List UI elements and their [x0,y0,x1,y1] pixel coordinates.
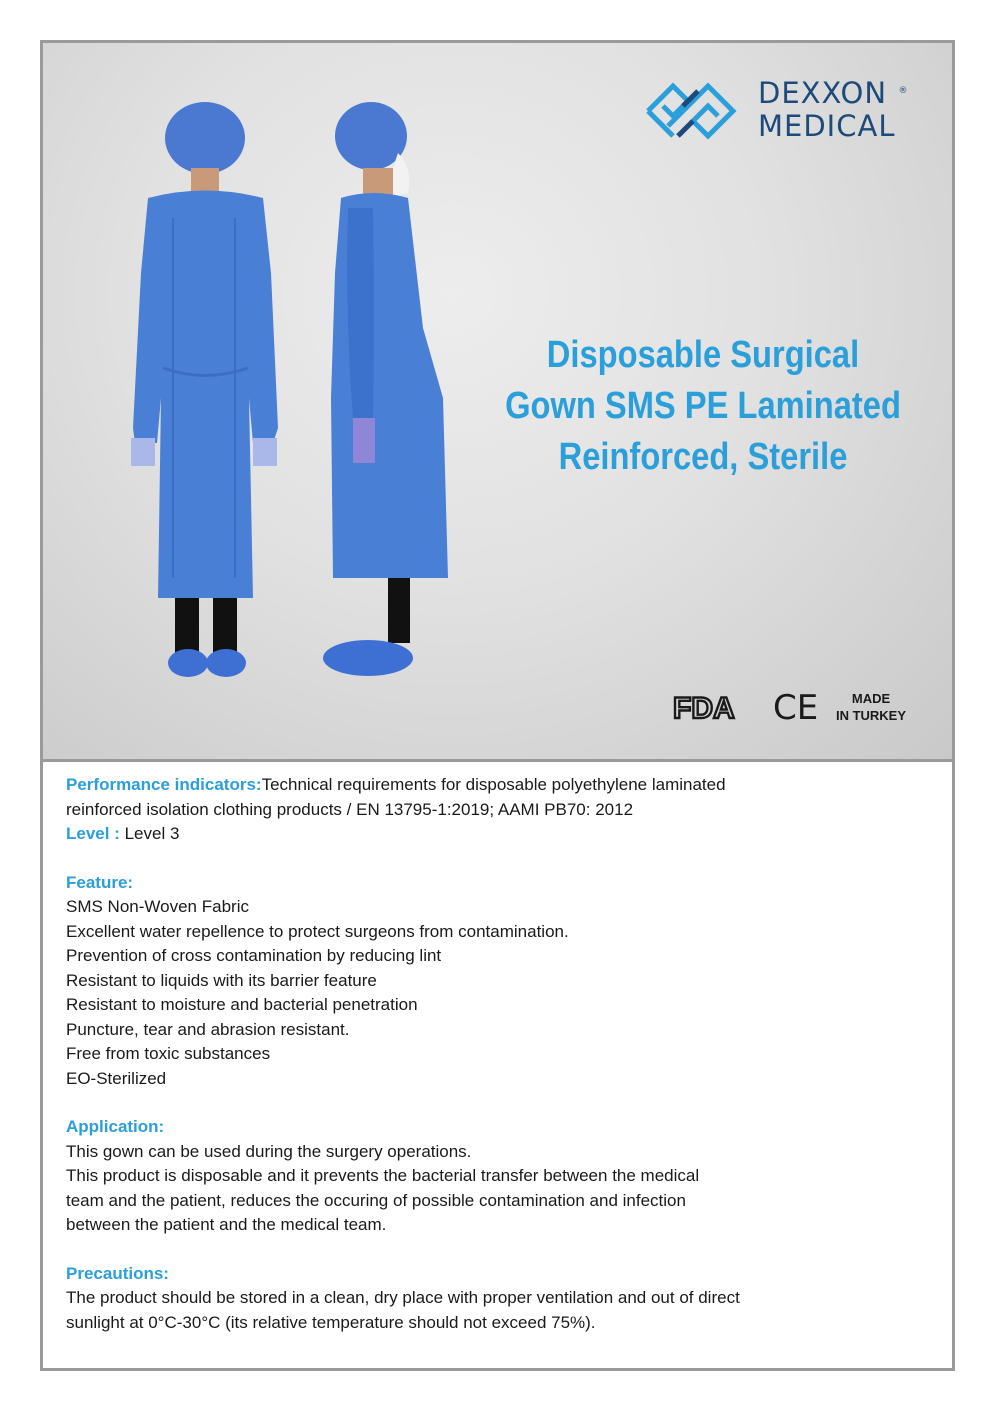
precautions-heading: Precautions: [66,1263,169,1283]
title-line-1: Disposable Surgical [546,334,860,376]
svg-text:CE: CE [773,688,819,724]
certification-marks [673,688,933,728]
ce-mark-icon [773,688,825,724]
application-section [66,1115,926,1238]
precautions-section [66,1262,926,1336]
feature-section [66,871,926,1092]
feature-item: SMS Non-Woven Fabric [66,897,249,916]
feature-item: Prevention of cross contamination by reducing lint [66,946,442,965]
feature-item: Resistant to moisture and bacterial penetration [66,995,418,1014]
origin-line-2: IN TURKEY [835,708,907,723]
feature-item: Resistant to liquids with its barrier feature [66,970,377,990]
gown-back-view-image [113,98,293,678]
document-frame [40,40,955,1371]
fda-logo-icon [673,692,759,722]
feature-item: Puncture, tear and abrasion resistant. [66,1019,350,1039]
feature-item: Free from toxic substances [66,1044,271,1063]
level-value: Level 3 [119,824,180,843]
precautions-line: sunlight at 0°C-30°C (its relative temperature should not exceed 75%). [66,1312,596,1332]
performance-section [66,773,926,847]
performance-text-line2: reinforced isolation clothing products / EN 13795-1:2019; AAMI PB70: 2012 [66,799,634,819]
brand-name-line2: MEDICAL [758,109,896,143]
brand-name-line1: DEXXON ® [758,76,908,110]
application-line: This product is disposable and it prevents the bacterial transfer between the medical [66,1166,700,1185]
product-description [66,773,926,1335]
title-line-2: Gown SMS PE Laminated [505,385,901,427]
brand-logo [638,71,928,151]
application-line: between the patient and the medical team. [66,1215,387,1234]
registered-mark: ® [898,86,908,96]
application-heading: Application: [66,1117,165,1136]
application-line: team and the patient, reduces the occuring of possible contamination and infection [66,1190,686,1210]
title-line-3: Reinforced, Sterile [558,436,848,478]
application-line: This gown can be used during the surgery operations. [66,1141,472,1161]
performance-label: Performance indicators: [66,775,262,794]
made-in-turkey-badge [831,690,911,724]
svg-text:FDA: FDA [673,692,735,722]
brand-name [758,76,908,143]
feature-item: Excellent water repellence to protect surgeons from contamination. [66,921,569,941]
product-title [492,330,913,483]
origin-line-1: MADE [851,691,891,706]
level-label: Level : [66,824,120,843]
precautions-line: The product should be stored in a clean, dry place with proper ventilation and out of direct [66,1288,740,1307]
gown-side-view-image [313,98,463,678]
product-hero [43,43,952,762]
dexxon-emblem-icon [638,71,748,151]
feature-heading: Feature: [66,872,134,892]
performance-text: Technical requirements for disposable polyethylene laminated [261,775,726,794]
feature-item: EO-Sterilized [66,1068,167,1088]
